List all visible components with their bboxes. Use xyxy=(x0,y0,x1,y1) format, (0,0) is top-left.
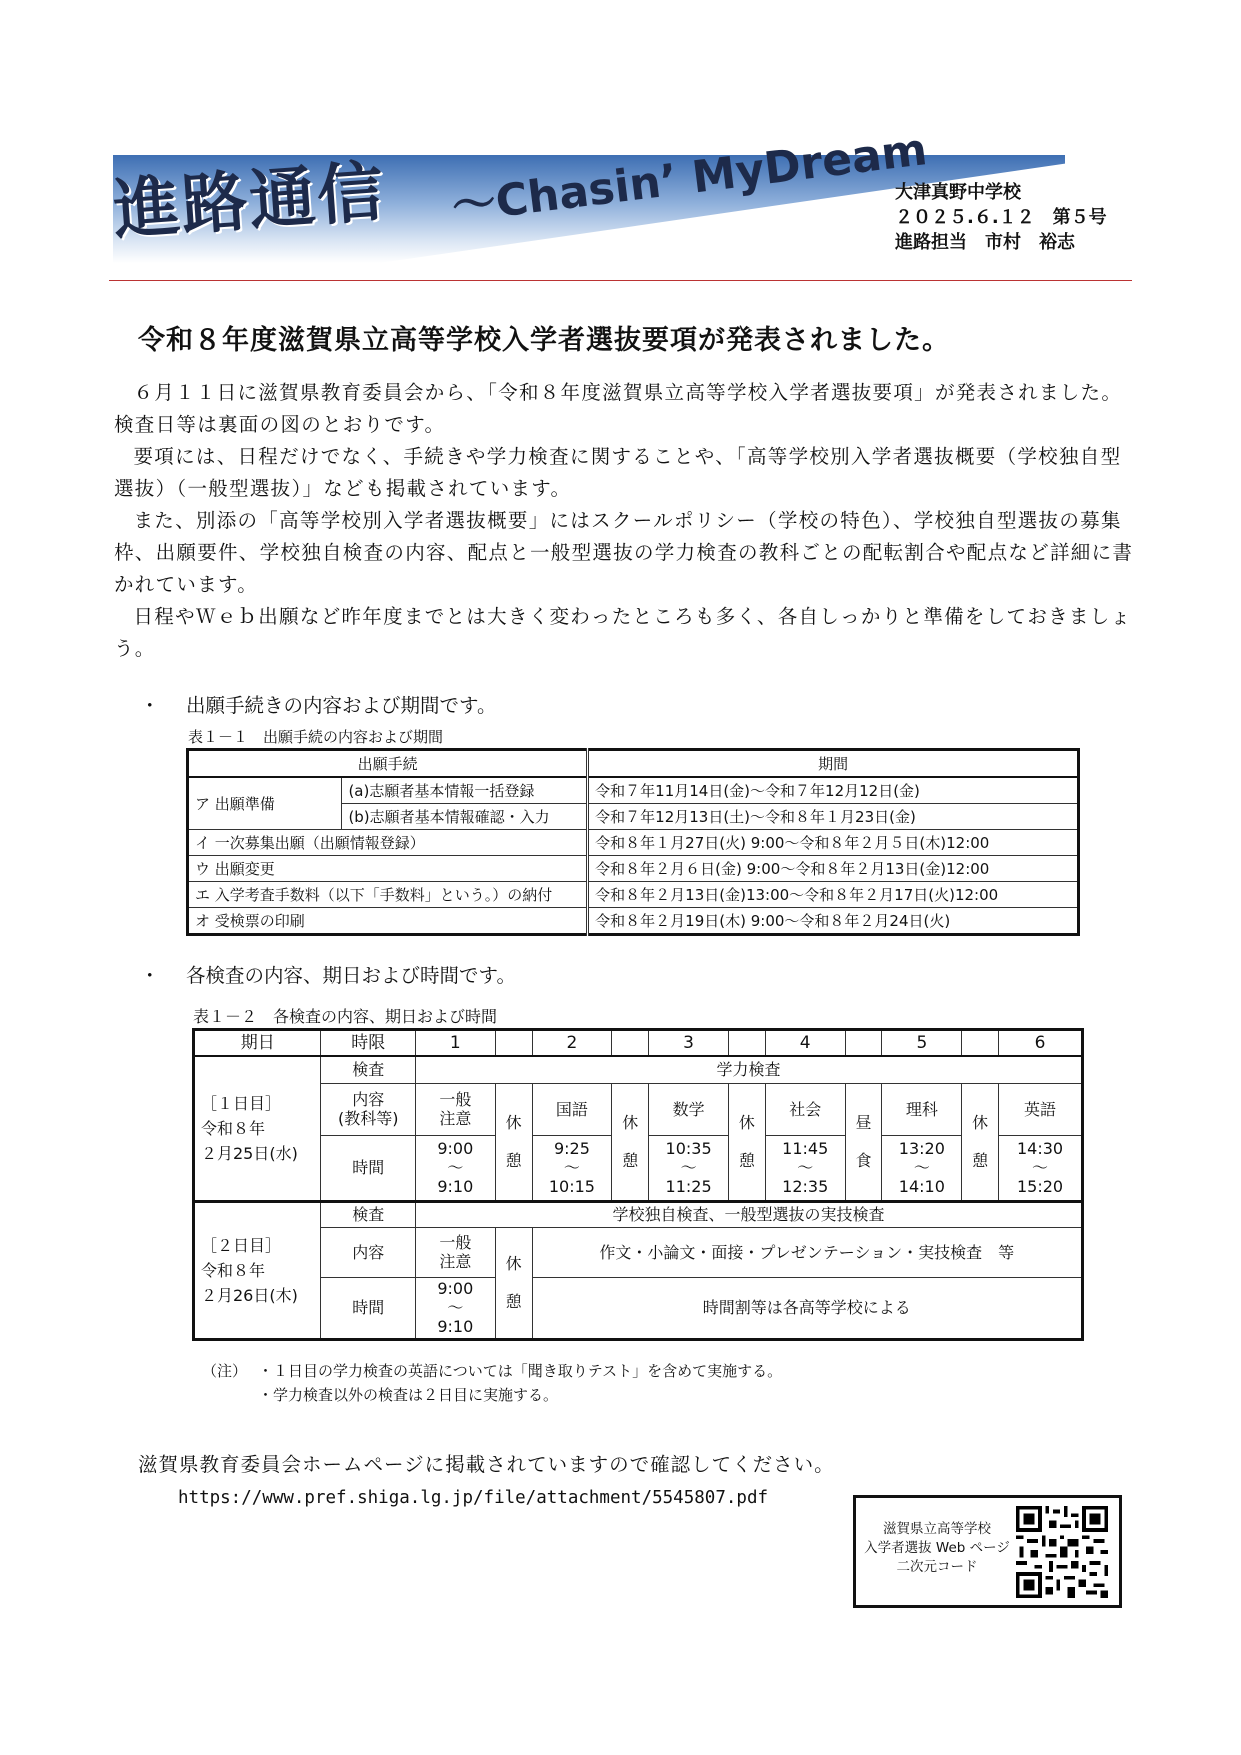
subject-name: 理科 xyxy=(882,1083,962,1135)
bullet-item xyxy=(140,690,496,718)
bullet-text: 各検査の内容、期日および時間です。 xyxy=(186,964,516,987)
day1-label-line: 令和８年 xyxy=(201,1118,266,1138)
bullet-item xyxy=(140,960,516,988)
table1-caption: 表１－１ 出願手続の内容および期間 xyxy=(188,728,444,746)
bullet-dot: ・ xyxy=(140,694,160,717)
prep-a-period: 令和７年11月14日(金)～令和７年12月12日(金) xyxy=(588,777,1079,804)
header-p2: 2 xyxy=(532,1030,612,1057)
qr-label-line: 二次元コード xyxy=(896,1559,978,1575)
issue-number: ２０２５.６.１２ 第５号 xyxy=(895,207,1107,228)
time-note: 時間割等は各高等学校による xyxy=(532,1277,1082,1339)
author: 進路担当 市村 裕志 xyxy=(895,232,1075,253)
table-row xyxy=(194,1083,1083,1135)
general-time: 9:00 ～ 9:10 xyxy=(415,1277,495,1339)
newsletter-subtitle: ～Chasin’ MyDream xyxy=(449,124,930,233)
qr-label-line: 滋賀県立高等学校 xyxy=(883,1521,991,1537)
header-p5: 5 xyxy=(882,1030,962,1057)
qr-label xyxy=(862,1520,1012,1577)
break-cell: 休 憩 xyxy=(495,1227,532,1339)
qr-box xyxy=(853,1495,1122,1608)
break-cell: 休 憩 xyxy=(612,1083,649,1201)
subject-name: 社会 xyxy=(765,1083,845,1135)
exam-schedule-table xyxy=(192,1028,1084,1341)
prep-a: (a)志願者基本情報一括登録 xyxy=(342,777,588,804)
note-line: ・１日目の学力検査の英語については「聞き取りテスト」を含めて実施する。 xyxy=(258,1362,783,1380)
article-body xyxy=(114,377,1134,665)
day2-label-line: ２月26日(木) xyxy=(201,1285,298,1305)
procedure-label: オ 受検票の印刷 xyxy=(188,908,588,935)
paragraph: また、別添の「高等学校別入学者選抜概要」にはスクールポリシー（学校の特色）、学校独自型選抜の募集枠、出願要件、学校独自検査の内容、配点と一般型選抜の学力検査の教科ごとの配転割合や配点など詳細に書かれています。 xyxy=(114,509,1134,596)
qr-code-icon[interactable] xyxy=(1016,1506,1108,1598)
day1-label-line: ２月25日(水) xyxy=(201,1143,298,1163)
day1-label xyxy=(194,1056,321,1201)
time-header: 時間 xyxy=(321,1135,416,1201)
note-line: ・学力検査以外の検査は２日目に実施する。 xyxy=(258,1386,559,1404)
issue-info xyxy=(895,180,1107,255)
table-row xyxy=(194,1227,1083,1277)
subject-name: 国語 xyxy=(532,1083,612,1135)
footer-text: 滋賀県教育委員会ホームページに掲載されていますので確認してください。 xyxy=(138,1453,835,1476)
day2-label xyxy=(194,1201,321,1339)
procedure-period: 令和８年２月６日(金) 9:00～令和８年２月13日(金)12:00 xyxy=(588,856,1079,882)
table-row xyxy=(188,856,1079,882)
subject-name: 数学 xyxy=(649,1083,729,1135)
subject-time: 9:25 ～ 10:15 xyxy=(532,1135,612,1201)
newsletter-title: 進路通信 xyxy=(110,153,388,249)
paragraph: 要項には、日程だけでなく、手続きや学力検査に関することや、「高等学校別入学者選抜概要（学校独自型選抜）（一般型選抜）」なども掲載されています。 xyxy=(114,445,1122,500)
source-link[interactable]: https://www.pref.shiga.lg.jp/file/attachment/5545807.pdf xyxy=(178,1488,769,1508)
school-name: 大津真野中学校 xyxy=(895,182,1021,203)
header-p4: 4 xyxy=(765,1030,845,1057)
table2-caption: 表１－２ 各検査の内容、期日および時間 xyxy=(193,1007,498,1026)
day1-label-line: ［１日目］ xyxy=(201,1093,282,1113)
procedure-period: 令和８年２月13日(金)13:00～令和８年２月17日(火)12:00 xyxy=(588,882,1079,908)
lunch-cell: 昼 食 xyxy=(845,1083,882,1201)
break-cell: 休 憩 xyxy=(728,1083,765,1201)
exam-header: 検査 xyxy=(321,1201,416,1227)
subject-time: 11:45 ～ 12:35 xyxy=(765,1135,845,1201)
time-header: 時間 xyxy=(321,1277,416,1339)
header-p3: 3 xyxy=(649,1030,729,1057)
general-notice: 一般 注意 xyxy=(415,1227,495,1277)
table-row xyxy=(188,777,1079,804)
application-procedure-table xyxy=(186,748,1080,936)
day2-label-line: 令和８年 xyxy=(201,1260,266,1280)
article-headline: 令和８年度滋賀県立高等学校入学者選抜要項が発表されました。 xyxy=(138,325,950,356)
procedure-label: エ 入学考査手数料（以下「手数料」という。）の納付 xyxy=(188,882,588,908)
header-divider xyxy=(109,280,1132,281)
content-header: 内容 (教科等) xyxy=(321,1083,416,1135)
subject-time: 14:30 ～ 15:20 xyxy=(999,1135,1083,1201)
subject-time: 10:35 ～ 11:25 xyxy=(649,1135,729,1201)
header-period: 時限 xyxy=(321,1030,416,1057)
procedure-period: 令和８年１月27日(火) 9:00～令和８年２月５日(木)12:00 xyxy=(588,830,1079,856)
prep-b: (b)志願者基本情報確認・入力 xyxy=(342,804,588,830)
header-date: 期日 xyxy=(194,1030,321,1057)
content-header: 内容 xyxy=(321,1227,416,1277)
column-header: 期間 xyxy=(588,750,1079,778)
exam-type: 学校独自検査、一般型選抜の実技検査 xyxy=(415,1201,1082,1227)
bullet-dot: ・ xyxy=(140,964,160,987)
procedure-label: ウ 出願変更 xyxy=(188,856,588,882)
qr-label-line: 入学者選抜 Web ページ xyxy=(864,1540,1010,1556)
paragraph: 日程やＷｅｂ出願など昨年度までとは大きく変わったところも多く、各自しっかりと準備をしておきましょう。 xyxy=(114,605,1132,660)
header-p6: 6 xyxy=(999,1030,1083,1057)
table-row xyxy=(188,908,1079,935)
table-row xyxy=(188,830,1079,856)
exam-header: 検査 xyxy=(321,1056,416,1083)
paragraph: ６月１１日に滋賀県教育委員会から、「令和８年度滋賀県立高等学校入学者選抜要項」が発表されました。検査日等は裏面の図のとおりです。 xyxy=(114,381,1123,436)
general-time: 9:00 ～ 9:10 xyxy=(415,1135,495,1201)
table-header-row xyxy=(188,750,1079,778)
break-cell: 休 憩 xyxy=(495,1083,532,1201)
subject-name: 英語 xyxy=(999,1083,1083,1135)
note-label: （注） xyxy=(202,1362,248,1380)
column-header: 出願手続 xyxy=(188,750,588,778)
exam-type: 学力検査 xyxy=(415,1056,1082,1083)
procedure-label: イ 一次募集出願（出願情報登録） xyxy=(188,830,588,856)
procedure-period: 令和８年２月19日(木) 9:00～令和８年２月24日(火) xyxy=(588,908,1079,935)
table-row xyxy=(188,882,1079,908)
bullet-text: 出願手続きの内容および期間です。 xyxy=(186,694,497,717)
break-cell: 休 憩 xyxy=(962,1083,999,1201)
table-row xyxy=(194,1201,1083,1227)
exam-content: 作文・小論文・面接・プレゼンテーション・実技検査 等 xyxy=(532,1227,1082,1277)
general-notice: 一般 注意 xyxy=(415,1083,495,1135)
table-row xyxy=(194,1056,1083,1083)
day2-label-line: ［２日目］ xyxy=(201,1235,282,1255)
table-row xyxy=(194,1277,1083,1339)
header-p1: 1 xyxy=(415,1030,495,1057)
prep-label: ア 出願準備 xyxy=(188,777,342,830)
table-header-row xyxy=(194,1030,1083,1057)
prep-b-period: 令和７年12月13日(土)～令和８年１月23日(金) xyxy=(588,804,1079,830)
subject-time: 13:20 ～ 14:10 xyxy=(882,1135,962,1201)
